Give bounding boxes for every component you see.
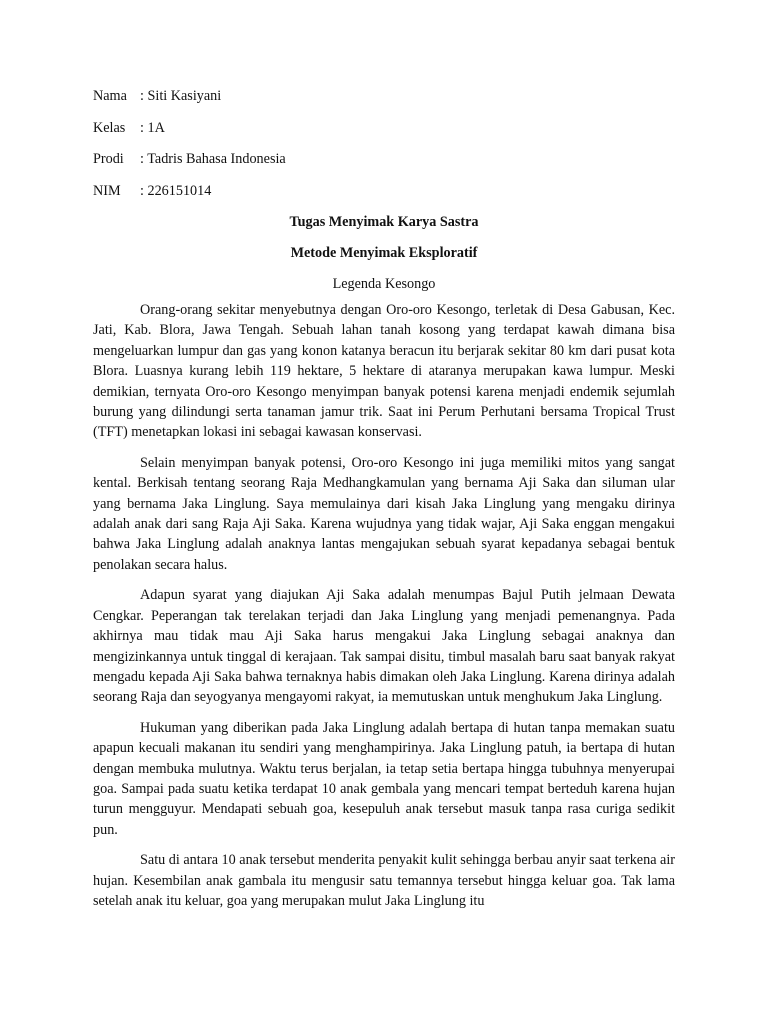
kelas-row	[93, 118, 286, 150]
student-info	[93, 86, 286, 212]
story-title: Legenda Kesongo	[332, 276, 436, 292]
nama-value: : Siti Kasiyani	[140, 88, 222, 104]
kelas-value: : 1A	[140, 119, 165, 136]
nim-value: : 226151014	[140, 182, 212, 199]
nama-row	[93, 86, 286, 118]
prodi-value: : Tadris Bahasa Indonesia	[140, 151, 286, 167]
prodi-row	[93, 149, 286, 181]
nama-label: Nama	[93, 88, 127, 104]
paragraph-1: Orang-orang sekitar menyebutnya dengan Oro-oro Kesongo, terletak di Desa Gabusan, Kec. Jati, Kab. Blora, Jawa Tengah. Sebuah lahan tanah kosong yang terdapat kawah dimana bisa mengeluarkan lumpur dan gas yang konon katanya beracun itu berjarak sekitar 80 km dari pusat kota Blora. Luasnya kurang lebih 119 hektare, 5 hektare di ataranya merupakan kawa lumpur. Meski demikian, ternyata Oro-oro Kesongo menyimpan banyak potensi karena menjadi endemik sejumlah burung yang dilindungi serta tanaman jamur trik. Saat ini Perum Perhutani bersama Tropical Trust (TFT) menetapkan lokasi ini sebagai kawasan konservasi.	[93, 302, 675, 441]
paragraph-4: Hukuman yang diberikan pada Jaka Linglung adalah bertapa di hutan tanpa memakan suatu apapun kecuali makanan itu sendiri yang menghampirinya. Jaka Linglung patuh, ia bertapa di hutan dengan membuka mulutnya. Waktu terus berjalan, ia tetap setia bertapa hingga tubuhnya menyerupai goa. Sampai pada suatu ketika terdapat 10 anak gembala yang mencari tempat berteduh karena hujan turun mengguyur. Mendapati sebuah goa, kesepuluh anak tersebut masuk tanpa rasa curiga sedikit pun.	[93, 719, 675, 838]
nim-row	[93, 181, 286, 213]
story-body	[93, 300, 675, 921]
assignment-title: Tugas Menyimak Karya Sastra	[289, 214, 479, 230]
prodi-label: Prodi	[93, 151, 124, 167]
paragraph-3: Adapun syarat yang diajukan Aji Saka adalah menumpas Bajul Putih jelmaan Dewata Cengkar. Peperangan tak terelakan terjadi dan Jaka Linglung yang menjadi pemenangnya. Pada akhirnya mau tidak mau Aji Saka harus mengakui Jaka Linglung sebagai anaknya dan mengizinkannya untuk tinggal di kerajaan. Tak sampai disitu, timbul masalah baru saat banyak rakyat mengadu kepada Aji Saka bahwa ternaknya habis dimakan oleh Jaka Linglung. Karena dirinya adalah seorang Raja dan seyogyanya mengayomi rakyat, ia memutuskan untuk menghukum Jaka Linglung.	[93, 587, 675, 706]
method-title: Metode Menyimak Eksploratif	[290, 245, 478, 261]
paragraph-2: Selain menyimpan banyak potensi, Oro-oro Kesongo ini juga memiliki mitos yang sangat kental. Berkisah tentang seorang Raja Medhangkamulan yang bernama Aji Saka dan siluman ular yang bernama Jaka Linglung. Saya memulainya dari kisah Jaka Linglung yang mengaku dirinya adalah anak dari sang Raja Aji Saka. Karena wujudnya yang tidak wajar, Aji Saka enggan mengakui bahwa Jaka Linglung adalah anaknya lantas mengajukan sebuah syarat kepadanya sebagai bentuk penolakan secara halus.	[93, 454, 675, 573]
nim-label: NIM	[93, 182, 121, 199]
kelas-label: Kelas	[93, 119, 126, 136]
paragraph-5: Satu di antara 10 anak tersebut menderita penyakit kulit sehingga berbau anyir saat terkena air hujan. Kesembilan anak gambala itu mengusir satu temannya tersebut hingga keluar goa. Tak lama setelah anak itu keluar, goa yang merupakan mulut Jaka Linglung itu	[93, 852, 675, 909]
